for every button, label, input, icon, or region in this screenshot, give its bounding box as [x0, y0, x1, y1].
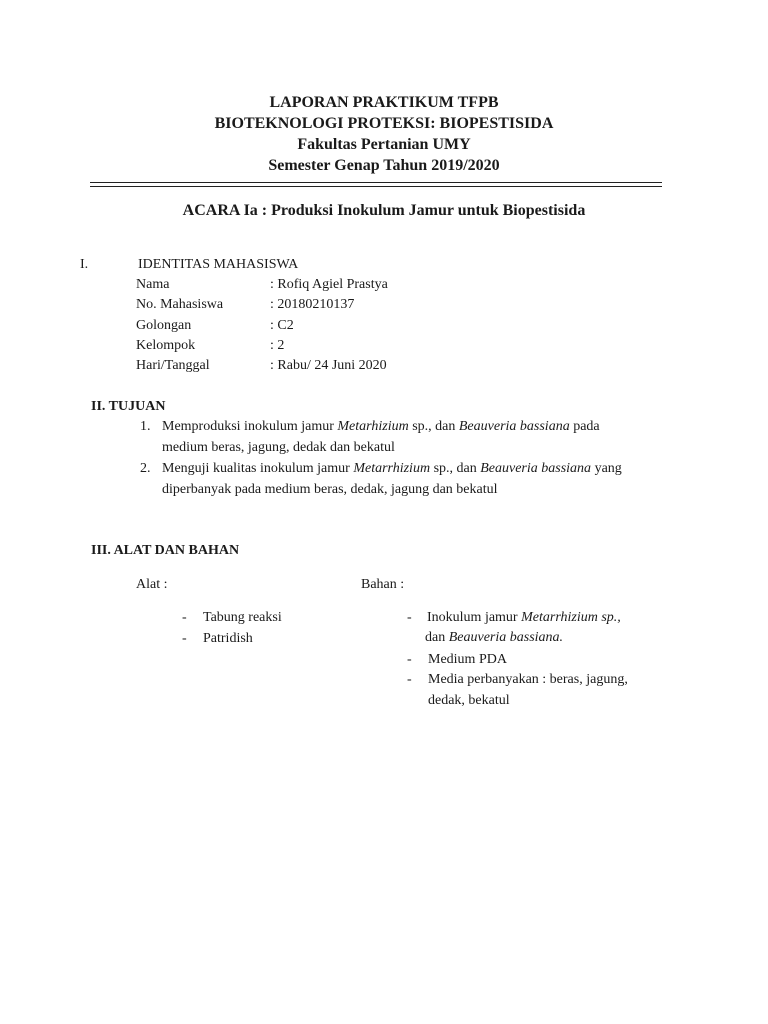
identitas-value: : 2 — [270, 338, 285, 353]
bullet-dash: - — [182, 610, 187, 625]
identitas-label: Golongan — [136, 318, 192, 333]
species-name: Beauveria bassiana — [480, 461, 592, 476]
section-ii-title: II. TUJUAN — [91, 399, 166, 414]
text-segment: Memproduksi inokulum jamur — [162, 419, 338, 434]
bullet-dash: - — [182, 631, 187, 646]
species-name: Metarrhizium — [353, 461, 431, 476]
list-number: 1. — [140, 419, 151, 434]
report-subtitle: BIOTEKNOLOGI PROTEKSI: BIOPESTISIDA — [214, 115, 554, 132]
identitas-label: Kelompok — [136, 338, 196, 353]
alat-label: Alat : — [136, 577, 168, 592]
section-i-numeral: I. — [80, 257, 89, 272]
faculty-name: Fakultas Pertanian UMY — [297, 136, 471, 153]
identitas-label: No. Mahasiswa — [136, 297, 224, 312]
list-item-continuation: diperbanyak pada medium beras, dedak, jagung dan bekatul — [162, 482, 498, 497]
text-segment: sp., dan — [408, 419, 459, 434]
text-segment: dan — [425, 630, 449, 645]
identitas-label: Hari/Tanggal — [136, 358, 210, 373]
header-divider-second — [90, 186, 662, 187]
text-segment: Menguji kualitas inokulum jamur — [162, 461, 354, 476]
list-item: Patridish — [203, 631, 253, 646]
text-segment: Inokulum jamur — [427, 610, 522, 625]
list-item-continuation: dedak, bekatul — [428, 693, 510, 708]
identitas-value: : 20180210137 — [270, 297, 355, 312]
identitas-value: : C2 — [270, 318, 294, 333]
section-iii-title: III. ALAT DAN BAHAN — [91, 543, 240, 558]
report-title: LAPORAN PRAKTIKUM TFPB — [269, 94, 499, 111]
list-item: Media perbanyakan : beras, jagung, — [428, 672, 628, 687]
bullet-dash: - — [407, 652, 412, 667]
semester-info: Semester Genap Tahun 2019/2020 — [268, 157, 500, 174]
header-divider — [90, 182, 662, 183]
list-item-continuation: medium beras, jagung, dedak dan bekatul — [162, 440, 395, 455]
bullet-dash: - — [407, 610, 412, 625]
acara-title: ACARA Ia : Produksi Inokulum Jamur untuk Biopestisida — [182, 202, 586, 219]
species-name: Metarhizium — [337, 419, 409, 434]
list-item — [162, 461, 622, 477]
identitas-value: : Rofiq Agiel Prastya — [270, 277, 388, 292]
bullet-dash: - — [407, 672, 412, 687]
bahan-label: Bahan : — [361, 577, 405, 592]
section-i-title: IDENTITAS MAHASISWA — [138, 257, 299, 272]
text-segment: yang — [591, 461, 622, 476]
species-name: Metarrhizium sp., — [521, 610, 621, 625]
species-name: Beauveria bassiana — [458, 419, 570, 434]
list-number: 2. — [140, 461, 151, 476]
list-item — [427, 610, 621, 626]
identitas-label: Nama — [136, 277, 170, 292]
identitas-value: : Rabu/ 24 Juni 2020 — [270, 358, 387, 373]
list-item-continuation — [425, 630, 563, 646]
list-item: Medium PDA — [428, 652, 507, 667]
list-item — [162, 419, 600, 435]
species-name: Beauveria bassiana. — [448, 630, 564, 645]
text-segment: sp., dan — [430, 461, 481, 476]
text-segment: pada — [569, 419, 600, 434]
list-item: Tabung reaksi — [203, 610, 282, 625]
